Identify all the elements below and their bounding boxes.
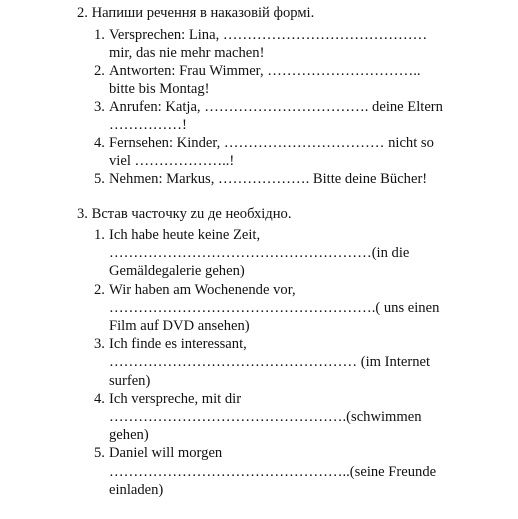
exercise-2: [0, 4, 518, 188]
exercise-2-items: [0, 26, 518, 188]
item-number: 1.: [94, 227, 105, 243]
item-line: Nehmen: Markus, ………………. Bitte deine Bücher!: [109, 171, 428, 187]
item-line: mir, das nie mehr machen!: [109, 45, 265, 61]
exercise-2-heading: 2. Напиши речення в наказовій формі.: [77, 5, 315, 21]
item-line: gehen): [109, 427, 149, 444]
exercise-item: [94, 281, 479, 336]
exercise-item: [94, 226, 479, 281]
item-line: ……………!: [109, 117, 187, 133]
item-line: surfen): [109, 372, 151, 389]
item-line: einladen): [109, 481, 164, 498]
item-number: 2.: [94, 281, 105, 298]
item-line: ……………………………………………….( uns einen: [109, 299, 440, 316]
exercise-item: [94, 390, 479, 445]
exercise-item: [94, 98, 479, 134]
item-number: 5.: [94, 445, 105, 462]
item-line: Ich habe heute keine Zeit,: [109, 227, 261, 243]
item-line: ………………………………………….(schwimmen: [109, 409, 422, 426]
item-line: Wir haben am Wochenende vor,: [109, 281, 296, 298]
item-line: Anrufen: Katja, ……………………………. deine Eltern: [109, 99, 443, 115]
exercise-item: [94, 170, 479, 188]
exercise-item: [94, 444, 479, 499]
item-line: …………………………………………… (im Internet: [109, 354, 431, 371]
item-line: Film auf DVD ansehen): [109, 318, 250, 335]
exercise-item: [94, 26, 479, 62]
exercise-item: [94, 62, 479, 98]
item-line: Daniel will morgen: [109, 445, 223, 462]
item-line: Gemäldegalerie gehen): [109, 263, 245, 280]
item-line: bitte bis Montag!: [109, 81, 210, 97]
item-line: Versprechen: Lina, ……………………………………: [109, 27, 428, 43]
item-number: 1.: [94, 27, 105, 43]
exercise-3-heading: 3. Встав частoчку zu де необхідно.: [77, 206, 292, 222]
exercise-3-items: [0, 226, 518, 499]
item-line: viel ………………..!: [109, 153, 235, 169]
item-line: …………………………………………..(seine Freunde: [109, 463, 437, 480]
exercise-item: [94, 335, 479, 390]
item-number: 4.: [94, 390, 105, 407]
exercise-item: [94, 134, 479, 170]
item-line: Fernsehen: Kinder, …………………………… nicht so: [109, 135, 434, 151]
exercise-3: [0, 205, 518, 499]
item-line: Antworten: Frau Wimmer, …………………………..: [109, 63, 421, 79]
item-number: 2.: [94, 63, 105, 79]
item-line: ………………………………………………(in die: [109, 245, 410, 262]
item-number: 3.: [94, 99, 105, 115]
item-number: 4.: [94, 135, 105, 151]
item-number: 3.: [94, 336, 105, 353]
item-number: 5.: [94, 171, 105, 187]
item-line: Ich finde es interessant,: [109, 336, 247, 353]
item-line: Ich verspreche, mit dir: [109, 390, 242, 407]
